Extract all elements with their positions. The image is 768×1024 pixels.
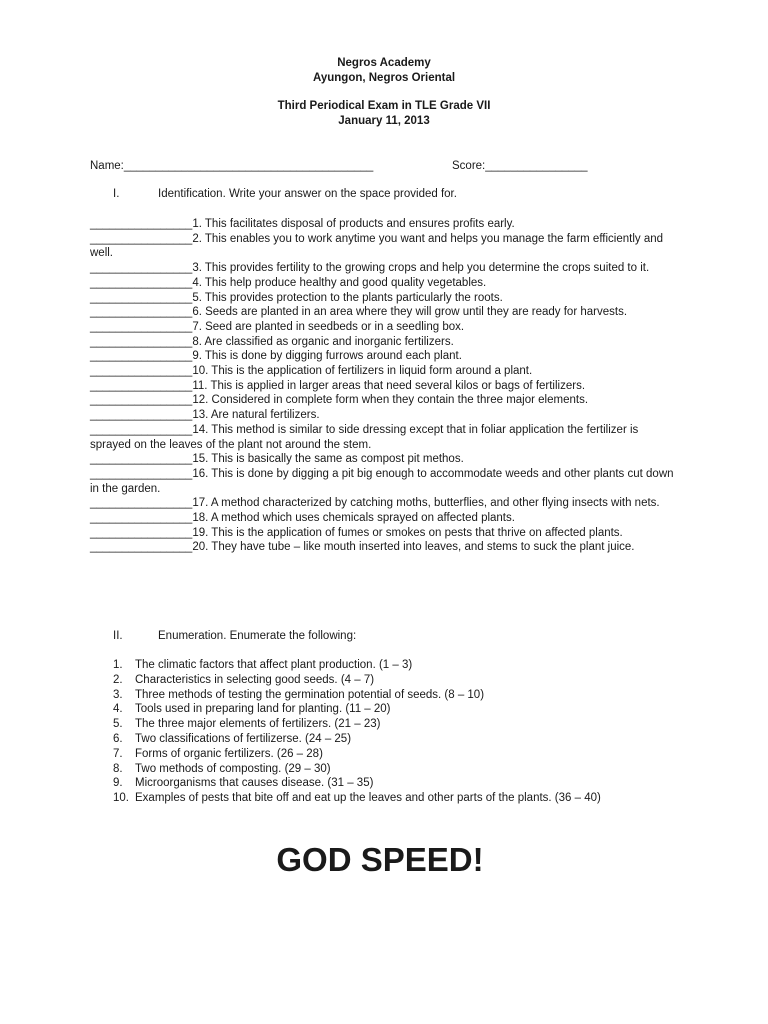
- enumeration-number: 10.: [113, 792, 129, 805]
- enumeration-item: [113, 791, 693, 806]
- identification-item: ________________10. This is the application of fertilizers in liquid form around a plant.: [90, 365, 533, 378]
- enumeration-text: Characteristics in selecting good seeds. (4 – 7): [135, 673, 375, 686]
- enumeration-number: 2.: [113, 673, 123, 686]
- identification-item: ________________18. A method which uses chemicals sprayed on affected plants.: [90, 512, 515, 525]
- enumeration-item: [113, 688, 693, 703]
- enumeration-text: Tools used in preparing land for planting. (11 – 20): [135, 703, 391, 716]
- enumeration-item: [113, 776, 693, 791]
- enumeration-number: 9.: [113, 777, 123, 790]
- identification-item: ________________8. Are classified as organic and inorganic fertilizers.: [90, 335, 454, 348]
- identification-item: ________________14. This method is similar to side dressing except that in foliar application the fertilizer is sprayed on the leaves of the plant not around the stem.: [90, 423, 639, 451]
- enumeration-text: The three major elements of fertilizers. (21 – 23): [135, 718, 381, 731]
- exam-date: January 11, 2013: [338, 114, 430, 127]
- section-1-numeral: I.: [113, 188, 120, 200]
- enumeration-number: 3.: [113, 688, 123, 701]
- section-2-heading: [113, 629, 356, 644]
- enumeration-item: [113, 717, 693, 732]
- identification-item: ________________2. This enables you to work anytime you want and helps you manage the farm efficiently and well.: [90, 232, 664, 260]
- section-2-instruction: Enumeration. Enumerate the following:: [158, 630, 357, 642]
- identification-item: ________________17. A method characterized by catching moths, butterflies, and other flying insects with nets.: [90, 497, 660, 510]
- enumeration-item: [113, 747, 693, 762]
- enumeration-item: [113, 762, 693, 777]
- enumeration-number: 1.: [113, 659, 123, 671]
- score-line: Score:________________: [452, 160, 588, 172]
- enumeration-number: 8.: [113, 762, 123, 775]
- enumeration-number: 7.: [113, 747, 123, 760]
- enumeration-text: Examples of pests that bite off and eat up the leaves and other parts of the plants. (36 – 40): [135, 792, 601, 805]
- exam-header: [0, 56, 768, 128]
- identification-item: ________________7. Seed are planted in seedbeds or in a seedling box.: [90, 320, 465, 333]
- name-score-row: [90, 159, 690, 174]
- section-1-instruction: Identification. Write your answer on the space provided for.: [158, 188, 457, 200]
- school-name: Negros Academy: [337, 57, 431, 69]
- enumeration-number: 5.: [113, 718, 123, 731]
- identification-item: ________________16. This is done by digging a pit big enough to accommodate weeds and other plants cut down in the garden.: [90, 467, 674, 495]
- section-2-numeral: II.: [113, 630, 123, 642]
- name-line: Name:_______________________________________: [90, 160, 374, 172]
- enumeration-text: Forms of organic fertilizers. (26 – 28): [135, 747, 323, 760]
- section-1-heading: [113, 187, 457, 202]
- exam-title: Third Periodical Exam in TLE Grade VII: [277, 100, 491, 112]
- identification-item: ________________9. This is done by digging furrows around each plant.: [90, 350, 462, 363]
- enumeration-list: [113, 658, 693, 806]
- enumeration-number: 4.: [113, 703, 123, 716]
- identification-item: ________________1. This facilitates disposal of products and ensures profits early.: [90, 218, 515, 230]
- identification-list: [90, 217, 680, 555]
- identification-item: ________________3. This provides fertility to the growing crops and help you determine the crops suited to it.: [90, 262, 650, 275]
- school-location: Ayungon, Negros Oriental: [312, 71, 456, 84]
- identification-item: ________________19. This is the application of fumes or smokes on pests that thrive on affected plants.: [90, 526, 623, 539]
- enumeration-text: Three methods of testing the germination potential of seeds. (8 – 10): [135, 688, 485, 701]
- identification-item: ________________11. This is applied in larger areas that need several kilos or bags of fertilizers.: [90, 379, 586, 392]
- identification-item: ________________4. This help produce healthy and good quality vegetables.: [90, 276, 487, 289]
- identification-item: ________________15. This is basically the same as compost pit methos.: [90, 453, 464, 466]
- identification-item: ________________20. They have tube – like mouth inserted into leaves, and stems to suck the plant juice.: [90, 541, 635, 554]
- identification-item: ________________5. This provides protection to the plants particularly the roots.: [90, 291, 503, 304]
- identification-item: ________________6. Seeds are planted in an area where they will grow until they are ready for harvests.: [90, 306, 628, 319]
- enumeration-item: [113, 702, 693, 717]
- identification-item: ________________12. Considered in complete form when they contain the three major elements.: [90, 394, 589, 407]
- enumeration-item: [113, 732, 693, 747]
- enumeration-text: Two classifications of fertilizerse. (24 – 25): [135, 732, 352, 745]
- enumeration-item: [113, 658, 693, 673]
- enumeration-text: Two methods of composting. (29 – 30): [135, 762, 331, 775]
- enumeration-text: The climatic factors that affect plant production. (1 – 3): [135, 659, 413, 671]
- enumeration-item: [113, 673, 693, 688]
- enumeration-text: Microorganisms that causes disease. (31 – 35): [135, 777, 374, 790]
- identification-item: ________________13. Are natural fertilizers.: [90, 409, 320, 422]
- closing-message: GOD SPEED!: [276, 841, 484, 878]
- enumeration-number: 6.: [113, 732, 123, 745]
